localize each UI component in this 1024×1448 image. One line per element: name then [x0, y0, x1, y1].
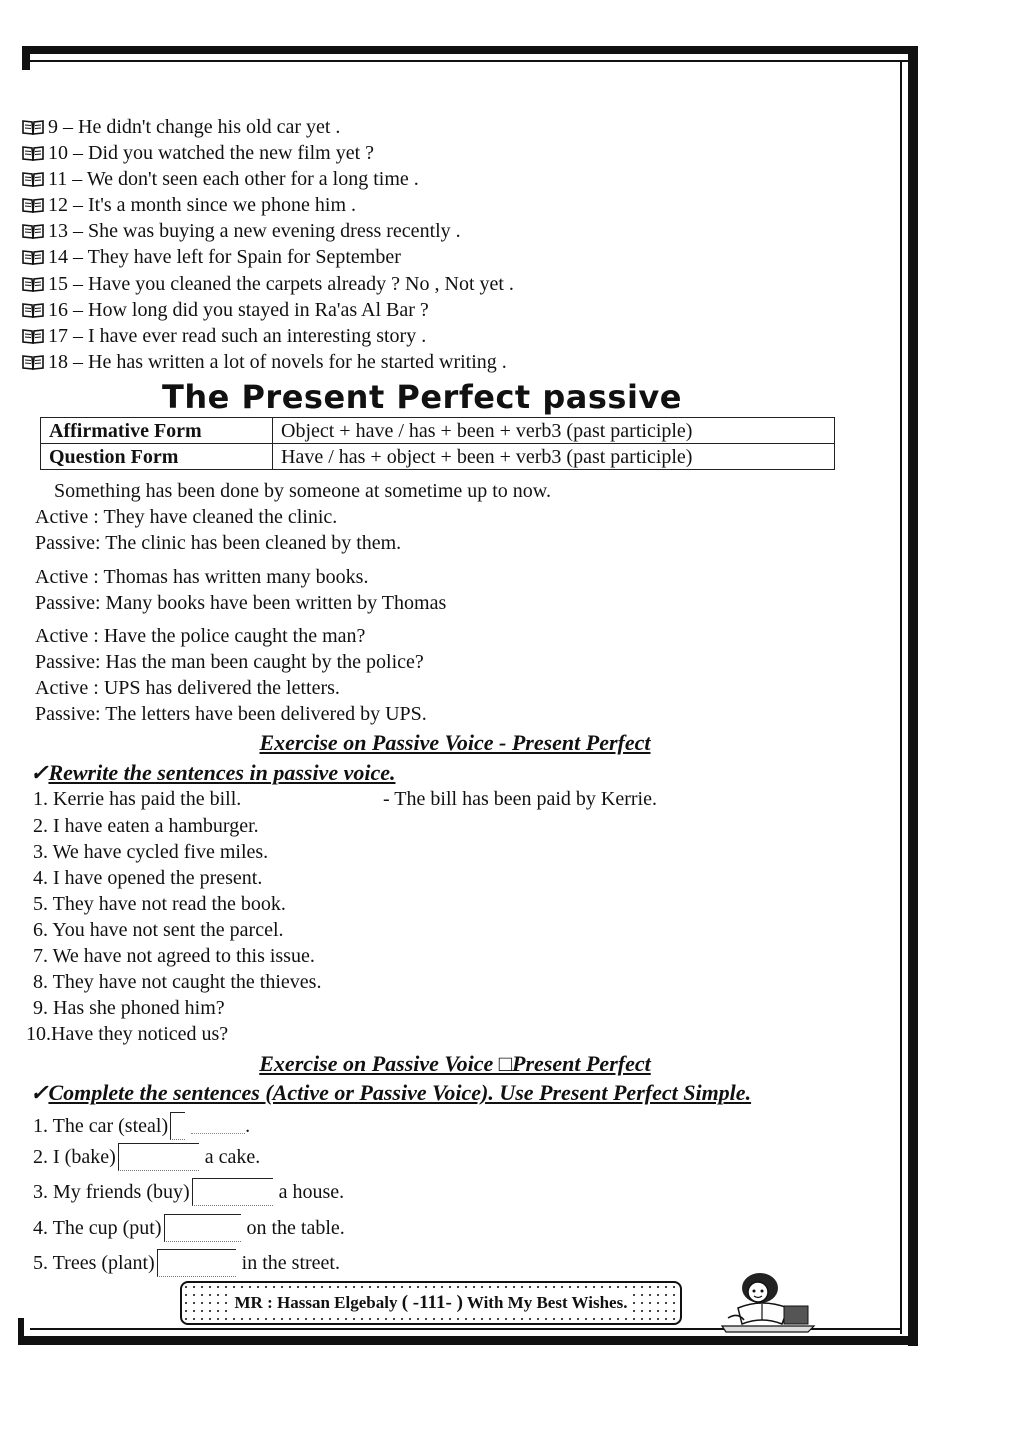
page-border-top-inner [30, 60, 910, 62]
item-text: – I have ever read such an interesting story . [73, 325, 427, 347]
instruction-text: Rewrite the sentences in passive voice. [48, 760, 396, 785]
page-border-right-inner [900, 62, 902, 1334]
footer-text [231, 1292, 632, 1314]
page-border-corner-bottom-left [18, 1318, 24, 1344]
item-text: – It's a month since we phone him . [73, 194, 356, 216]
example-line: Passive: Many books have been written by Thomas [35, 592, 447, 614]
list-item: 4. I have opened the present. [33, 867, 263, 889]
answer-blank[interactable] [164, 1214, 241, 1242]
example-line: Passive: The clinic has been cleaned by them. [35, 532, 402, 554]
answer-blank[interactable] [192, 1178, 273, 1206]
book-icon [22, 168, 48, 190]
item-text: – He didn't change his old car yet . [63, 116, 341, 138]
exercise-instruction [30, 760, 396, 786]
example-line: Active : UPS has delivered the letters. [35, 677, 340, 699]
item-text: in the street. [241, 1252, 340, 1274]
item-number: 9 [48, 116, 58, 138]
exercise-heading: Exercise on Passive Voice - Present Perfect [259, 730, 651, 755]
example-line: Passive: The letters have been delivered by UPS. [35, 703, 427, 725]
book-icon [22, 351, 48, 373]
item-number: 15 [48, 273, 68, 295]
list-item: 7. We have not agreed to this issue. [33, 945, 315, 967]
list-item: 5. They have not read the book. [33, 893, 286, 915]
item-number: 13 [48, 220, 68, 242]
definition-text: Something has been done by someone at sometime up to now. [54, 480, 551, 502]
instruction-text: Complete the sentences (Active or Passive Voice). Use Present Perfect Simple. [48, 1080, 752, 1105]
item-text: – We don't seen each other for a long time . [72, 168, 419, 190]
item-text: 3. My friends (buy) [33, 1181, 190, 1203]
list-item [22, 350, 507, 374]
list-item: 2. I have eaten a hamburger. [33, 815, 259, 837]
list-item [33, 1112, 250, 1140]
check-mark-icon: ✓ [30, 760, 49, 785]
answer-blank[interactable] [157, 1249, 236, 1277]
item-number: 10 [48, 142, 68, 164]
form-label: Affirmative Form [41, 418, 273, 444]
list-item [22, 245, 401, 269]
item-text: . [245, 1115, 251, 1137]
item-text: – Have you cleaned the carpets already ? No , Not yet . [73, 273, 514, 295]
item-number: 11 [48, 168, 68, 190]
footer-author: MR : Hassan Elgebaly [234, 1293, 398, 1312]
book-icon [22, 325, 48, 347]
example-line: Active : Thomas has written many books. [35, 566, 369, 588]
page-border-right [908, 46, 918, 1346]
list-item: 8. They have not caught the thieves. [33, 971, 322, 993]
list-item [33, 1143, 260, 1171]
exercise-instruction [30, 1080, 751, 1106]
list-item [22, 167, 419, 191]
item-text: a house. [278, 1181, 345, 1203]
book-icon [22, 246, 48, 268]
student-reading-icon [718, 1268, 818, 1334]
item-text: – Did you watched the new film yet ? [73, 142, 375, 164]
book-icon [22, 142, 48, 164]
item-text: on the table. [246, 1217, 345, 1239]
item-number: 14 [48, 246, 68, 268]
list-item [22, 115, 340, 139]
list-item: 10.Have they noticed us? [26, 1023, 229, 1045]
form-rule: Object + have / has + been + verb3 (past participle) [273, 418, 835, 444]
book-icon [22, 194, 48, 216]
form-rule: Have / has + object + been + verb3 (past participle) [273, 444, 835, 470]
item-text: 5. Trees (plant) [33, 1252, 155, 1274]
list-item: 9. Has she phoned him? [33, 997, 225, 1019]
answer-blank[interactable] [170, 1112, 185, 1140]
list-item: 3. We have cycled five miles. [33, 841, 269, 863]
table-row [41, 444, 835, 470]
item-text: – He has written a lot of novels for he started writing . [73, 351, 507, 373]
item-number: 17 [48, 325, 68, 347]
page-number: ( -111- ) [401, 1292, 463, 1313]
forms-table [40, 417, 835, 470]
item-text: – She was buying a new evening dress recently . [73, 220, 461, 242]
footer-banner [180, 1281, 682, 1325]
page-border-bottom [18, 1336, 918, 1345]
list-item [22, 141, 374, 165]
item-number: 16 [48, 299, 68, 321]
list-item [33, 1178, 344, 1206]
table-row [41, 418, 835, 444]
list-item [22, 272, 514, 296]
item-text: 2. I (bake) [33, 1146, 116, 1168]
check-mark-icon: ✓ [30, 1080, 49, 1105]
item-number: 18 [48, 351, 68, 373]
example-line: Passive: Has the man been caught by the police? [35, 651, 424, 673]
example-line: Active : Have the police caught the man? [35, 625, 366, 647]
book-icon [22, 273, 48, 295]
list-item [22, 324, 426, 348]
page-border-corner-top-left [22, 46, 30, 70]
page-border-top [22, 46, 918, 54]
list-item [33, 1249, 340, 1277]
item-text: a cake. [204, 1146, 261, 1168]
book-icon [22, 220, 48, 242]
example-line: Active : They have cleaned the clinic. [35, 506, 338, 528]
item-text: 1. The car (steal) [33, 1115, 169, 1137]
item-number: 12 [48, 194, 68, 216]
book-icon [22, 299, 48, 321]
example-answer: - The bill has been paid by Kerrie. [383, 788, 657, 810]
answer-blank-line [191, 1133, 245, 1134]
list-item [33, 1214, 345, 1242]
item-text: 4. The cup (put) [33, 1217, 162, 1239]
book-icon [22, 116, 48, 138]
footer-wishes: With My Best Wishes. [466, 1293, 628, 1312]
list-item: 6. You have not sent the parcel. [33, 919, 284, 941]
exercise-heading: Exercise on Passive Voice □Present Perfect [259, 1051, 651, 1076]
list-item [22, 219, 461, 243]
section-title: The Present Perfect passive [162, 378, 682, 416]
item-text: – How long did you stayed in Ra'as Al Bar ? [73, 299, 429, 321]
item-text: – They have left for Spain for September [73, 246, 401, 268]
list-item: 1. Kerrie has paid the bill. [33, 788, 242, 810]
form-label: Question Form [41, 444, 273, 470]
list-item [22, 298, 429, 322]
list-item [22, 193, 356, 217]
answer-blank[interactable] [118, 1143, 199, 1171]
